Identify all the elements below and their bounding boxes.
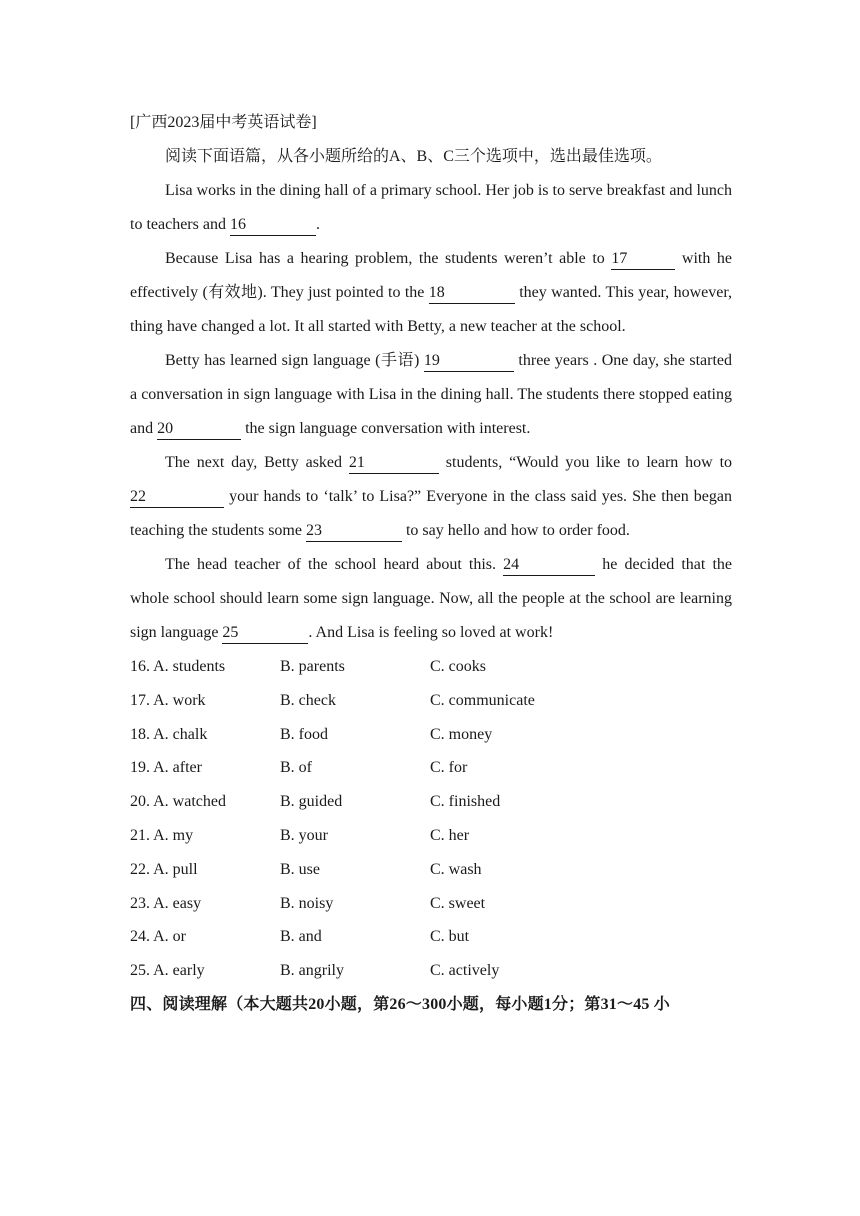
blank-21: 21 — [349, 454, 439, 474]
blank-19: 19 — [424, 352, 514, 372]
option-c: C. finished — [430, 793, 501, 811]
option-a: 18. A. chalk — [130, 725, 208, 743]
option-b: B. use — [280, 860, 320, 878]
blank-16: 16 — [230, 216, 316, 236]
passage-text: he decided that the whole school should learn some sign language. Now, all the people at the school are learning sign language — [130, 556, 733, 641]
passage-text: Lisa works in the dining hall of a primary school. Her job is to serve breakfast and lunch to teachers and — [130, 182, 732, 233]
option-c: C. wash — [430, 860, 482, 878]
option-a: 19. A. after — [130, 759, 202, 777]
option-b: B. your — [280, 826, 328, 844]
exam-source-header: [广西2023届中考英语试卷] — [130, 114, 317, 131]
option-c: C. her — [430, 826, 470, 844]
option-row — [130, 954, 732, 988]
passage-text: Because Lisa has a hearing problem, the students weren’t able to — [165, 250, 605, 267]
passage-text: . And Lisa is feeling so loved at work! — [308, 624, 554, 641]
option-a: 24. A. or — [130, 928, 186, 946]
section-heading: 四、阅读理解（本大题共20小题，第26～300小题，每小题1分；第31～45 小 — [130, 995, 671, 1013]
passage-text: . — [315, 216, 320, 233]
option-c: C. sweet — [430, 894, 486, 912]
option-b: B. and — [280, 928, 322, 946]
blank-22: 22 — [130, 488, 224, 508]
option-c: C. communicate — [430, 691, 535, 709]
option-c: C. but — [430, 928, 470, 946]
option-c: C. money — [430, 725, 493, 743]
passage-text: they wanted. This year, however, thing have changed a lot. It all started with Betty, a new teacher at the school. — [130, 284, 733, 335]
option-c: C. actively — [430, 962, 500, 980]
exam-page — [130, 106, 732, 1022]
option-b: B. guided — [280, 793, 343, 811]
passage-text: to say hello and how to order food. — [405, 522, 630, 539]
option-b: B. parents — [280, 658, 345, 675]
passage-paragraph-4 — [130, 446, 732, 548]
option-row — [130, 718, 732, 752]
option-a: 21. A. my — [130, 826, 194, 844]
option-a: 25. A. early — [130, 962, 205, 980]
option-a: 17. A. work — [130, 691, 206, 709]
passage-text: three years . One day, she started a conversation in sign language with Lisa in the dining hall. The students there stopped eating and — [130, 352, 733, 437]
blank-20: 20 — [157, 420, 241, 440]
option-row — [130, 920, 732, 954]
passage-text: the sign language conversation with interest. — [245, 420, 531, 437]
option-b: B. angrily — [280, 962, 344, 980]
passage-paragraph-1 — [130, 174, 732, 242]
blank-17: 17 — [611, 250, 675, 270]
option-a: 20. A. watched — [130, 793, 226, 811]
passage-paragraph-3 — [130, 344, 732, 446]
option-b: B. noisy — [280, 894, 334, 912]
option-row — [130, 785, 732, 819]
passage-paragraph-2 — [130, 242, 732, 344]
option-row — [130, 819, 732, 853]
instruction-text: 阅读下面语篇，从各小题所给的A、B、C三个选项中，选出最佳选项。 — [165, 148, 662, 165]
blank-24: 24 — [503, 556, 595, 576]
passage-text: Betty has learned sign language (手语) — [165, 352, 420, 369]
option-row — [130, 853, 732, 887]
passage-text: students, “Would you like to learn how to — [445, 454, 733, 471]
option-row — [130, 751, 732, 785]
option-row — [130, 650, 732, 684]
option-c: C. for — [430, 759, 468, 777]
option-a: 23. A. easy — [130, 894, 202, 912]
passage-text: with he effectively (有效地). They just pointed to the — [130, 250, 733, 301]
option-a: 22. A. pull — [130, 860, 198, 878]
option-c: C. cooks — [430, 658, 486, 675]
blank-23: 23 — [306, 522, 402, 542]
option-b: B. check — [280, 691, 336, 709]
passage-paragraph-5 — [130, 548, 732, 650]
option-row — [130, 887, 732, 921]
passage-text: your hands to ‘talk’ to Lisa?” Everyone in the class said yes. She then began teaching the students some — [130, 488, 733, 539]
blank-18: 18 — [429, 284, 515, 304]
passage-text: The next day, Betty asked — [165, 454, 343, 471]
option-a: 16. A. students — [130, 658, 226, 675]
passage-text: The head teacher of the school heard about this. — [165, 556, 497, 573]
option-b: B. of — [280, 759, 312, 777]
blank-25: 25 — [222, 624, 308, 644]
options-list — [130, 650, 732, 988]
option-b: B. food — [280, 725, 328, 743]
option-row — [130, 684, 732, 718]
